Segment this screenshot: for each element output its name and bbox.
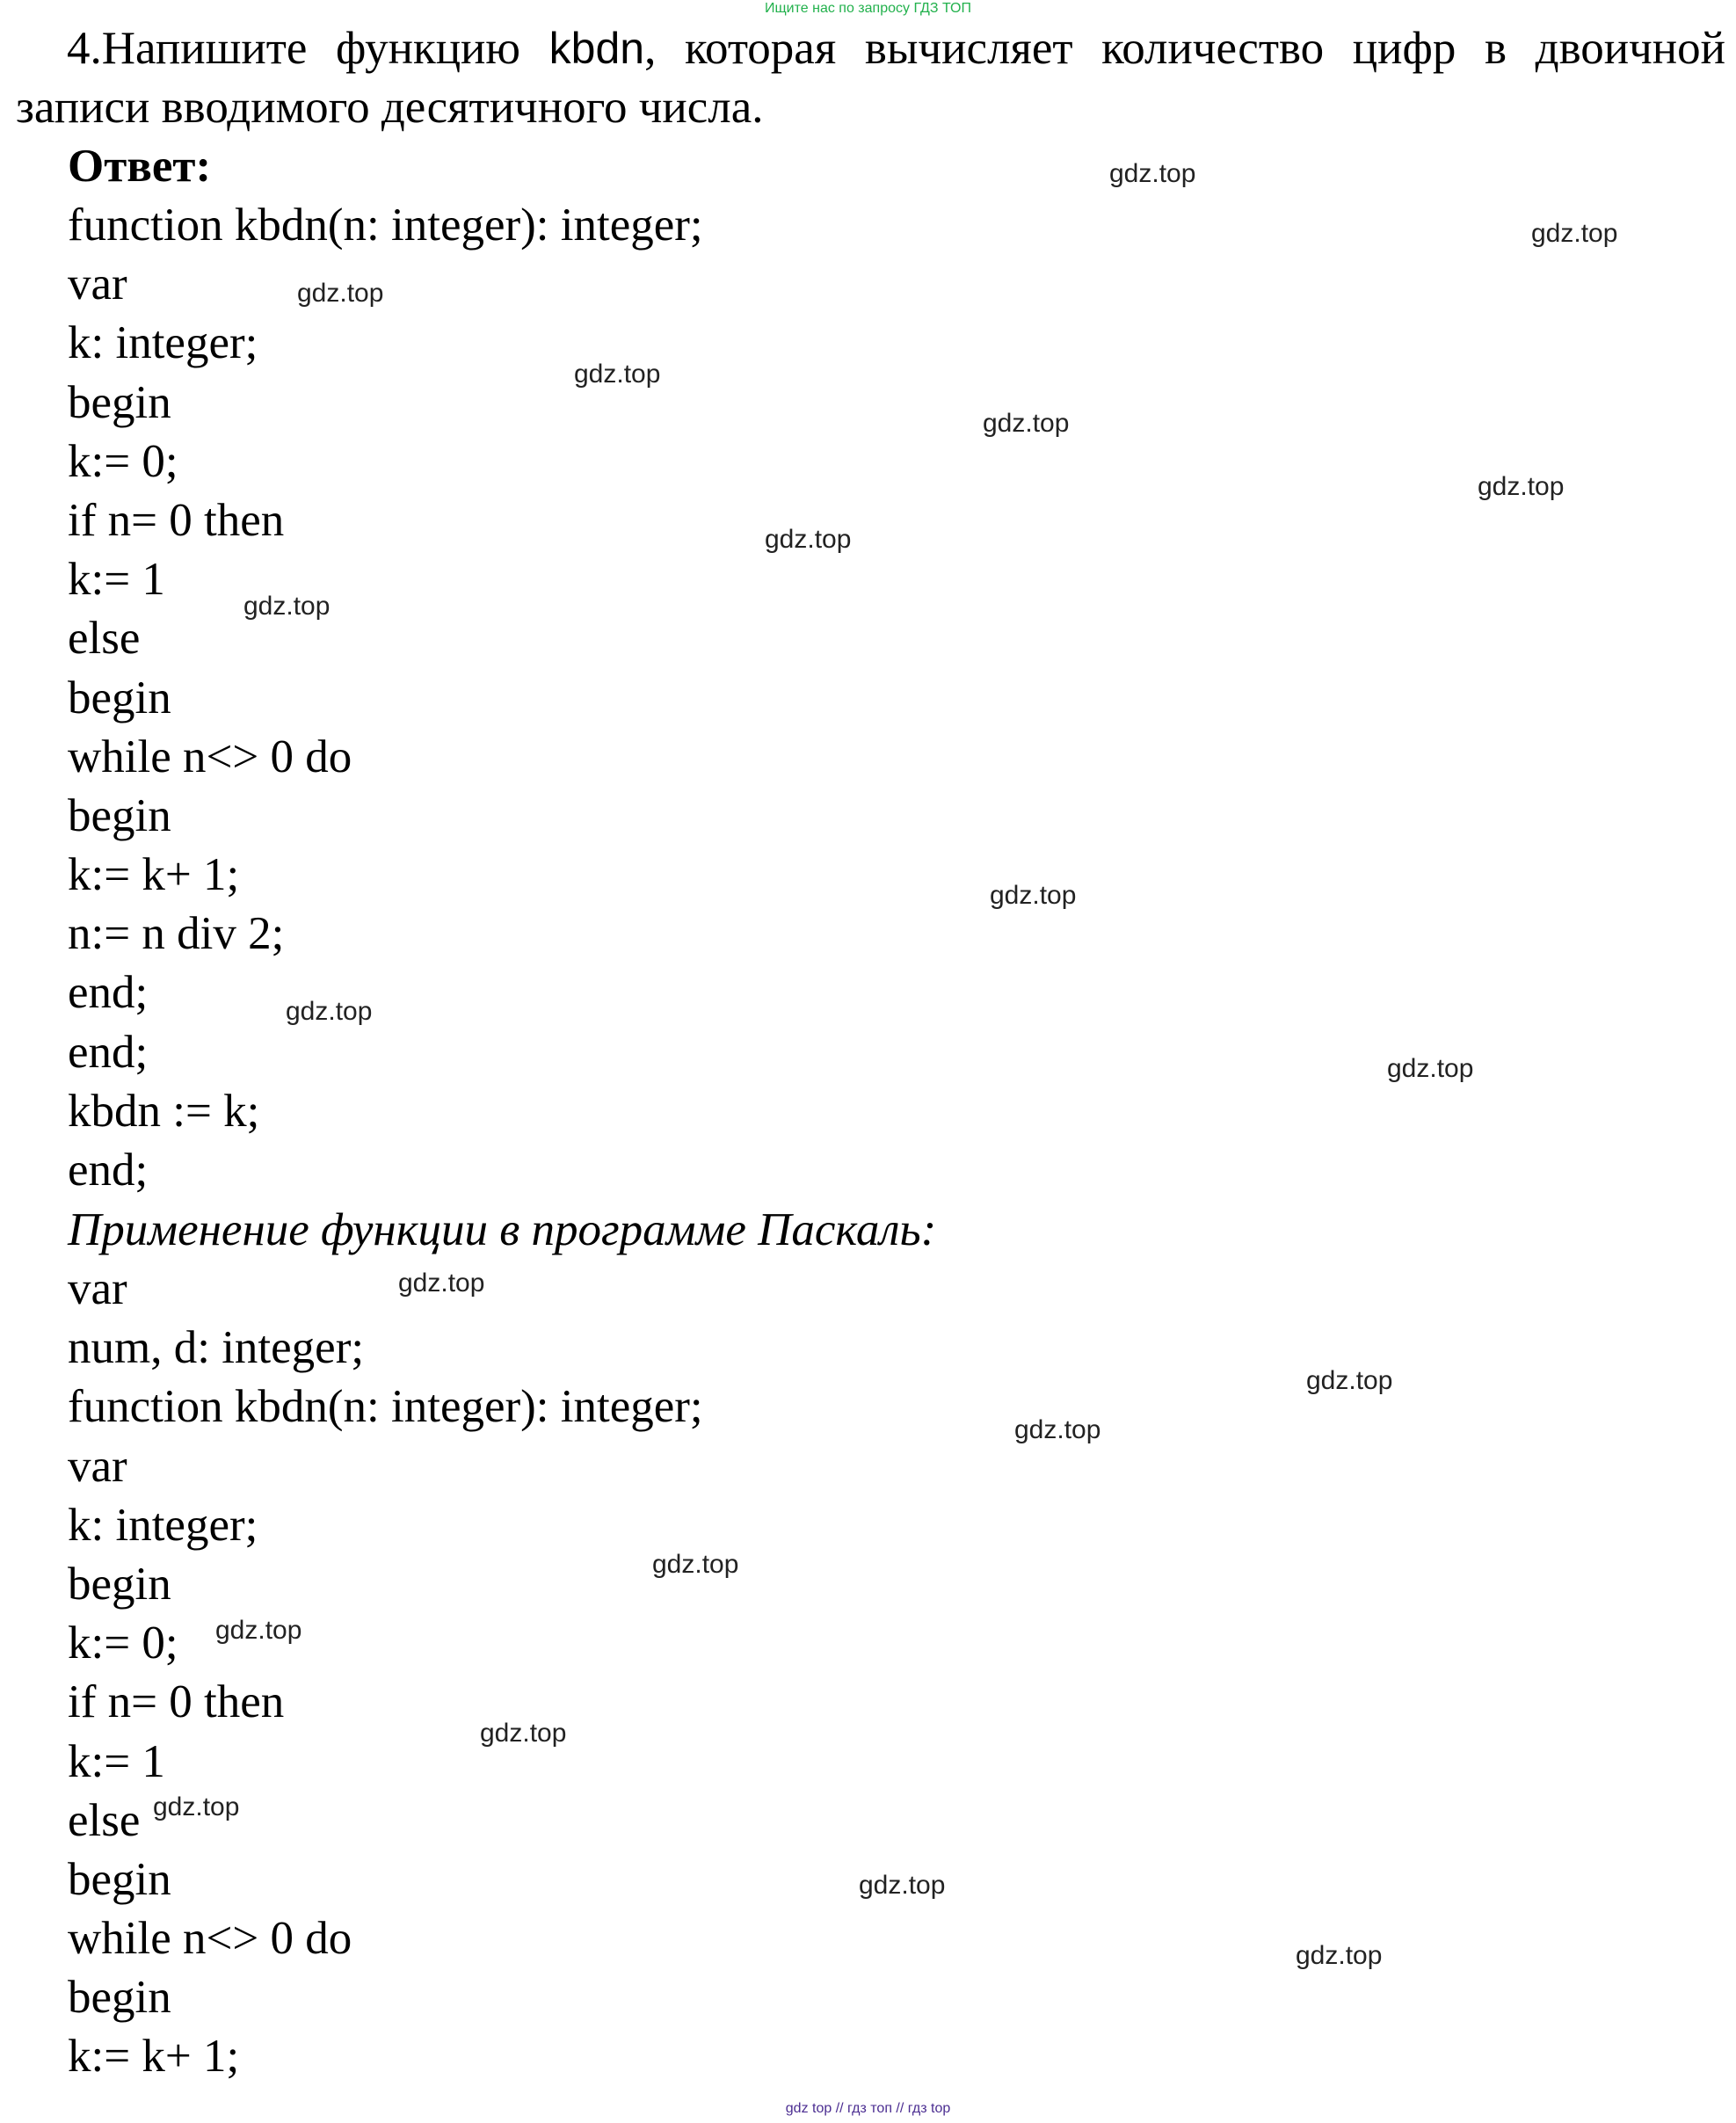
watermark: gdz.top xyxy=(1531,219,1618,248)
code-line: end; xyxy=(68,967,149,1019)
watermark: gdz.top xyxy=(1306,1366,1393,1395)
code-line: if n= 0 then xyxy=(68,494,285,546)
watermark: gdz.top xyxy=(983,409,1070,438)
code-line: while n<> 0 do xyxy=(68,1913,352,1965)
code-line: k:= 0; xyxy=(68,435,178,487)
code-line: k:= 0; xyxy=(68,1618,178,1669)
code-line: begin xyxy=(68,1972,171,2024)
code-line: n:= n div 2; xyxy=(68,908,285,960)
bottom-footer: gdz top // гдз топ // гдз top xyxy=(785,2101,951,2116)
code-line: begin xyxy=(68,672,171,723)
code-line: k:= k+ 1; xyxy=(68,2031,240,2083)
code-line: k:= 1 xyxy=(68,1735,165,1787)
top-banner: Ищите нас по запросу ГДЗ ТОП xyxy=(765,1,971,16)
watermark: gdz.top xyxy=(1014,1415,1101,1444)
task-function-name: kbdn xyxy=(548,24,645,73)
task-suffix: , которая вычисляет количество цифр в двоичной записи вводимого десятичного числа. xyxy=(16,23,1725,133)
code-line: begin xyxy=(68,376,171,428)
watermark: gdz.top xyxy=(398,1269,485,1298)
code-line: function kbdn(n: integer): integer; xyxy=(68,200,703,251)
code-line: while n<> 0 do xyxy=(68,731,352,782)
code-line: end; xyxy=(68,1145,149,1196)
watermark: gdz.top xyxy=(990,881,1077,910)
code-line: num, d: integer; xyxy=(68,1322,365,1374)
watermark: gdz.top xyxy=(765,525,852,554)
task-statement xyxy=(16,19,1725,137)
answer-label: Ответ: xyxy=(68,141,212,192)
watermark: gdz.top xyxy=(243,592,330,621)
watermark: gdz.top xyxy=(1109,159,1196,188)
code-line: end; xyxy=(68,1026,149,1078)
watermark: gdz.top xyxy=(286,997,373,1026)
code-line: k:= 1 xyxy=(68,554,165,606)
program-code-block xyxy=(68,1260,703,2087)
code-line: var xyxy=(68,1440,127,1492)
program-caption: Применение функции в программе Паскаль: xyxy=(68,1204,937,1255)
watermark: gdz.top xyxy=(859,1871,946,1900)
code-line: function kbdn(n: integer): integer; xyxy=(68,1381,703,1433)
code-line: k: integer; xyxy=(68,1499,258,1551)
code-line: var xyxy=(68,258,127,310)
watermark: gdz.top xyxy=(480,1719,567,1748)
watermark: gdz.top xyxy=(1296,1941,1383,1970)
code-line: else xyxy=(68,1794,141,1846)
code-line: var xyxy=(68,1263,127,1314)
code-line: kbdn := k; xyxy=(68,1085,260,1137)
code-line: begin xyxy=(68,1558,171,1610)
task-prefix: 4.Напишите функцию xyxy=(67,23,549,74)
watermark: gdz.top xyxy=(215,1616,302,1645)
code-line: k: integer; xyxy=(68,317,258,369)
code-line: begin xyxy=(68,1853,171,1905)
code-line: begin xyxy=(68,789,171,841)
code-line: else xyxy=(68,613,141,665)
watermark: gdz.top xyxy=(153,1792,240,1821)
code-line: k:= k+ 1; xyxy=(68,849,240,901)
watermark: gdz.top xyxy=(297,279,384,308)
watermark: gdz.top xyxy=(1478,472,1565,501)
code-line: if n= 0 then xyxy=(68,1676,285,1728)
watermark: gdz.top xyxy=(574,360,661,389)
watermark: gdz.top xyxy=(652,1550,739,1579)
function-code-block xyxy=(68,196,703,1200)
watermark: gdz.top xyxy=(1387,1054,1474,1083)
